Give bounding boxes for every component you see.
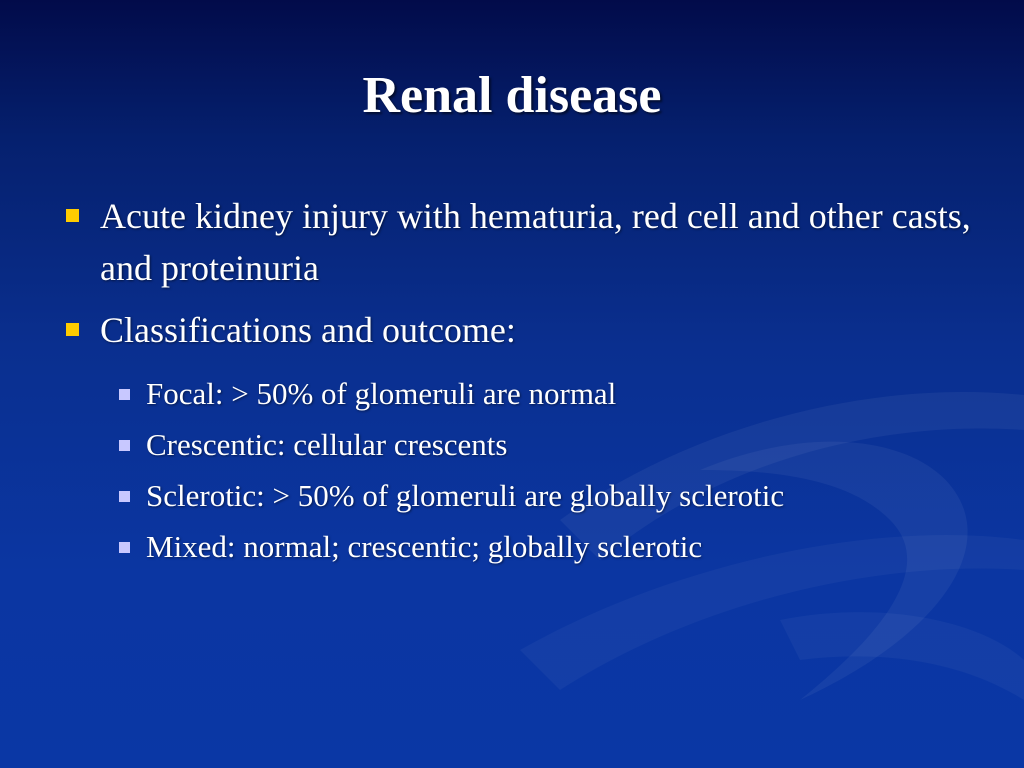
sub-bullet-item: [62, 372, 972, 416]
sub-bullet-item: [62, 525, 972, 569]
square-sub-bullet-icon: [119, 542, 130, 553]
bullet-text: Acute kidney injury with hematuria, red cell and other casts, and proteinuria: [100, 196, 971, 288]
square-sub-bullet-icon: [119, 389, 130, 400]
square-bullet-icon: [66, 323, 79, 336]
bullet-list: [62, 190, 972, 366]
sub-bullet-text: Sclerotic: > 50% of glomeruli are globally sclerotic: [146, 478, 785, 513]
square-bullet-icon: [66, 209, 79, 222]
sub-bullet-text: Mixed: normal; crescentic; globally sclerotic: [146, 529, 703, 564]
sub-bullet-item: [62, 474, 972, 518]
slide-title: Renal disease: [362, 67, 662, 124]
sub-bullet-item: [62, 423, 972, 467]
square-sub-bullet-icon: [119, 491, 130, 502]
sub-bullet-text: Focal: > 50% of glomeruli are normal: [146, 376, 617, 411]
square-sub-bullet-icon: [119, 440, 130, 451]
sub-bullet-text: Crescentic: cellular crescents: [146, 427, 508, 462]
bullet-item: [62, 304, 972, 356]
bullet-item: [62, 190, 972, 294]
bullet-text: Classifications and outcome:: [100, 310, 516, 350]
sub-bullet-list: [62, 366, 972, 576]
